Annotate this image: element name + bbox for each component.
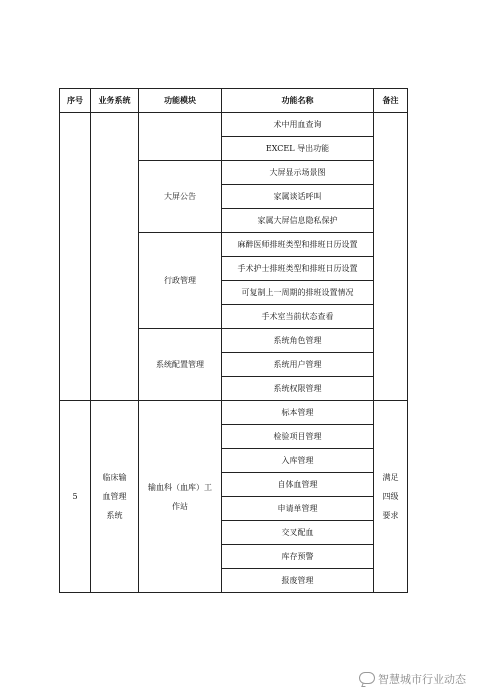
module-cell [139, 401, 222, 593]
function-cell: 麻醉医师排班类型和排班日历设置 [222, 233, 374, 257]
header-index: 序号 [60, 89, 91, 113]
watermark-text: 智慧城市行业动态 [378, 673, 466, 686]
watermark [359, 671, 466, 687]
remark-text: 满足四级要求 [382, 473, 399, 520]
remark-cell-empty [374, 113, 408, 401]
function-cell: 系统用户管理 [222, 353, 374, 377]
function-cell: 申请单管理 [222, 497, 374, 521]
function-cell: 系统角色管理 [222, 329, 374, 353]
function-cell: 检验项目管理 [222, 425, 374, 449]
function-cell: 交叉配血 [222, 521, 374, 545]
function-cell: 术中用血查询 [222, 113, 374, 137]
index-cell-empty [60, 113, 91, 401]
function-cell: 家属大屏信息隐私保护 [222, 209, 374, 233]
table-row [60, 401, 408, 425]
module-cell [139, 113, 222, 161]
system-cell-empty [91, 113, 139, 401]
wechat-bubble-icon [359, 672, 375, 684]
function-cell: 库存预警 [222, 545, 374, 569]
function-cell: 自体血管理 [222, 473, 374, 497]
function-table [59, 88, 408, 593]
function-cell: 手术护士排班类型和排班日历设置 [222, 257, 374, 281]
header-remark: 备注 [374, 89, 408, 113]
header-module: 功能模块 [139, 89, 222, 113]
function-cell: 大屏显示场景图 [222, 161, 374, 185]
function-cell: 报废管理 [222, 569, 374, 593]
function-cell: 入库管理 [222, 449, 374, 473]
index-cell: 5 [60, 401, 91, 593]
function-cell: 可复制上一周期的排班设置情况 [222, 281, 374, 305]
function-cell: 系统权限管理 [222, 377, 374, 401]
table-header-row [60, 89, 408, 113]
function-cell: 手术室当前状态查看 [222, 305, 374, 329]
module-cell: 系统配置管理 [139, 329, 222, 401]
module-name: 输血科（血库）工作站 [148, 482, 212, 511]
function-cell: EXCEL 导出功能 [222, 137, 374, 161]
module-cell: 大屏公告 [139, 161, 222, 233]
function-cell: 标本管理 [222, 401, 374, 425]
header-system: 业务系统 [91, 89, 139, 113]
remark-cell [374, 401, 408, 593]
function-cell: 家属谈话呼叫 [222, 185, 374, 209]
module-cell: 行政管理 [139, 233, 222, 329]
system-name: 临床输血管理系统 [102, 473, 127, 520]
system-cell [91, 401, 139, 593]
header-function: 功能名称 [222, 89, 374, 113]
table-row [60, 113, 408, 137]
